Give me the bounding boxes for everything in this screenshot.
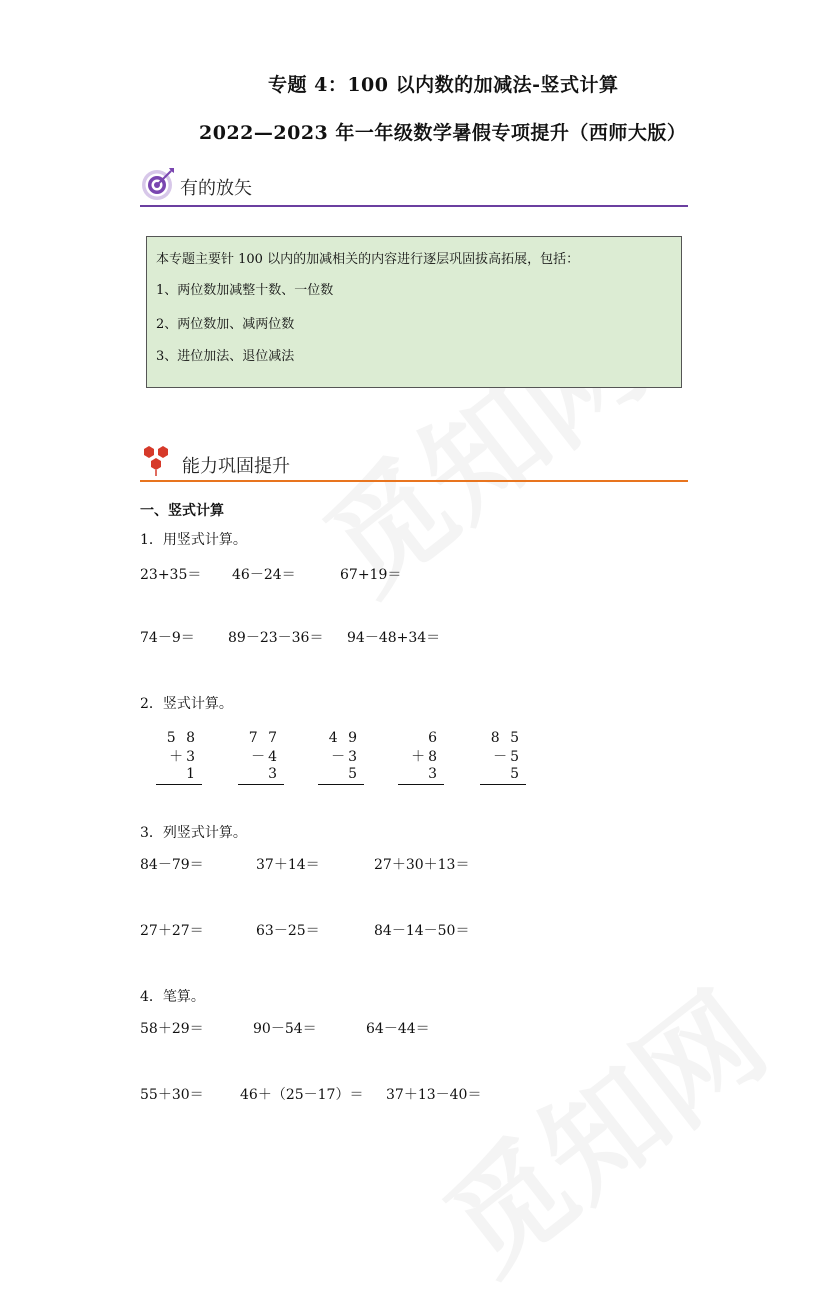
expression: 23+35＝ xyxy=(140,567,202,583)
vertical-bottom: －3 5 xyxy=(318,746,364,785)
expression: 27＋27＝ xyxy=(140,923,204,939)
section-title: 能力巩固提升 xyxy=(182,456,290,477)
question-title: 2．竖式计算。 xyxy=(140,696,233,712)
expression: 37＋13－40＝ xyxy=(386,1087,482,1103)
section-title: 有的放矢 xyxy=(180,178,252,199)
expression: 63－25＝ xyxy=(256,923,320,939)
vertical-problem xyxy=(156,730,202,785)
question-title: 4．笔算。 xyxy=(140,989,205,1005)
document-subtitle: 2022—2023 年一年级数学暑假专项提升（西师大版） xyxy=(199,122,687,144)
vertical-problem xyxy=(238,730,284,785)
target-icon xyxy=(140,166,176,202)
expression: 64－44＝ xyxy=(366,1021,430,1037)
intro-box xyxy=(146,236,682,388)
watermark xyxy=(405,947,795,1304)
intro-item: 3、进位加法、退位减法 xyxy=(156,349,295,364)
vertical-top: 8 5 xyxy=(490,730,522,746)
hexagon-cluster-icon xyxy=(140,442,174,476)
vertical-bottom: －4 3 xyxy=(238,746,284,785)
intro-item: 2、两位数加、减两位数 xyxy=(156,317,295,332)
section-divider xyxy=(140,205,688,207)
expression: 37＋14＝ xyxy=(256,857,320,873)
expression: 84－79＝ xyxy=(140,857,204,873)
expression: 46－24＝ xyxy=(232,567,296,583)
vertical-top: 5 8 xyxy=(166,730,198,746)
vertical-problem xyxy=(318,730,364,785)
intro-lead: 本专题主要针 100 以内的加减相关的内容进行逐层巩固拔高拓展，包括： xyxy=(156,252,580,267)
vertical-problem xyxy=(480,730,526,785)
expression: 89－23－36＝ xyxy=(228,630,324,646)
vertical-top: 7 7 xyxy=(248,730,280,746)
expression: 46＋（25－17）＝ xyxy=(240,1087,364,1103)
part-heading: 一、竖式计算 xyxy=(140,503,224,519)
document-title: 专题 4：100 以内数的加减法-竖式计算 xyxy=(268,74,619,96)
expression: 94－48+34＝ xyxy=(347,630,441,646)
expression: 55＋30＝ xyxy=(140,1087,204,1103)
expression: 74－9＝ xyxy=(140,630,195,646)
expression: 27＋30＋13＝ xyxy=(374,857,470,873)
expression: 58＋29＝ xyxy=(140,1021,204,1037)
section-divider xyxy=(140,480,688,482)
expression: 90－54＝ xyxy=(253,1021,317,1037)
vertical-problem xyxy=(398,730,444,785)
question-title: 3．列竖式计算。 xyxy=(140,825,247,841)
expression: 84－14－50＝ xyxy=(374,923,470,939)
question-title: 1．用竖式计算。 xyxy=(140,532,247,548)
expression: 67+19＝ xyxy=(340,567,402,583)
vertical-top: 6 xyxy=(428,730,440,746)
vertical-bottom: ＋3 1 xyxy=(156,746,202,785)
intro-item: 1、两位数加减整十数、一位数 xyxy=(156,283,334,298)
vertical-bottom: －5 5 xyxy=(480,746,526,785)
vertical-top: 4 9 xyxy=(328,730,360,746)
vertical-bottom: ＋8 3 xyxy=(398,746,444,785)
